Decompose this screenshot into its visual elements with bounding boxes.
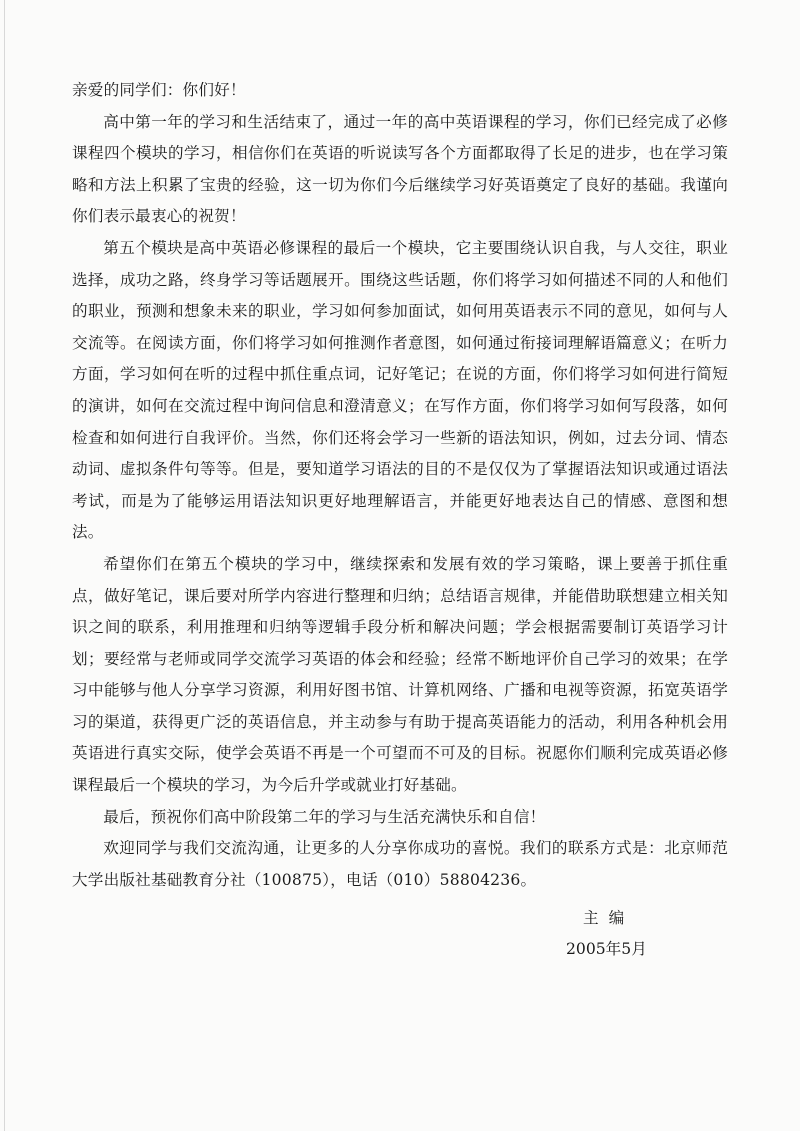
- paragraph-5: 欢迎同学与我们交流沟通，让更多的人分享你成功的喜悦。我们的联系方式是：北京师范大学出版社基础教育分社（100875），电话（010）58804236。: [72, 839, 728, 889]
- greeting: 亲爱的同学们：你们好！: [72, 81, 246, 99]
- paragraph-3: 希望你们在第五个模块的学习中，继续探索和发展有效的学习策略，课上要善于抓住重点，做好笔记，课后要对所学内容进行整理和归纳；总结语言规律，并能借助联想建立相关知识之间的联系，利用推理和归纳等逻辑手段分析和解决问题；学会根据需要制订英语学习计划；要经常与老师或同学交流学习英语的体会和经验；经常不断地评价自己学习的效果；在学习中能够与他人分享学习资源，利用好图书馆、计算机网络、广播和电视等资源，拓宽英语学习的渠道，获得更广泛的英语信息，并主动参与有助于提高英语能力的活动，利用各种机会用英语进行真实交际，使学会英语不再是一个可望而不可及的目标。祝愿你们顺利完成英语必修课程最后一个模块的学习，为今后升学或就业打好基础。: [72, 554, 728, 795]
- paragraph-1: 高中第一年的学习和生活结束了，通过一年的高中英语课程的学习，你们已经完成了必修课程四个模块的学习，相信你们在英语的听说读写各个方面都取得了长足的进步，也在学习策略和方法上积累了宝贵的经验，这一切为你们今后继续学习好英语奠定了良好的基础。我谨向你们表示最衷心的祝贺！: [72, 112, 728, 226]
- signature-editor: 主编: [583, 909, 635, 927]
- letter-body: [72, 75, 728, 896]
- signature-date: 2005年5月: [566, 940, 647, 958]
- paragraph-2: 第五个模块是高中英语必修课程的最后一个模块，它主要围绕认识自我，与人交往，职业选择，成功之路，终身学习等话题展开。围绕这些话题，你们将学习如何描述不同的人和他们的职业，预测和想象未来的职业，学习如何参加面试，如何用英语表示不同的意见，如何与人交流等。在阅读方面，你们将学习如何推测作者意图，如何通过衔接词理解语篇意义；在听力方面，学习如何在听的过程中抓住重点词，记好笔记；在说的方面，你们将学习如何进行简短的演讲，如何在交流过程中询问信息和澄清意义；在写作方面，你们将学习如何写段落，如何检查和如何进行自我评价。当然，你们还将会学习一些新的语法知识，例如，过去分词、情态动词、虚拟条件句等等。但是，要知道学习语法的目的不是仅仅为了掌握语法知识或通过语法考试，而是为了能够运用语法知识更好地理解语言，并能更好地表达自己的情感、意图和想法。: [72, 238, 728, 542]
- scan-edge-line: [4, 0, 5, 1131]
- paragraph-4: 最后，预祝你们高中阶段第二年的学习与生活充满快乐和自信！: [103, 807, 546, 826]
